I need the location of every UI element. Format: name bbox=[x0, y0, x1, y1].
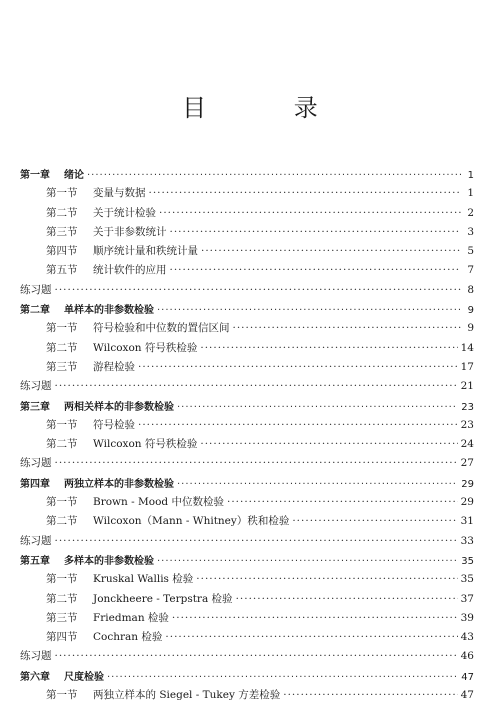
toc-entry-title: 练习题 bbox=[20, 283, 52, 296]
toc-exercise-entry[interactable] bbox=[20, 378, 474, 397]
dot-leader bbox=[283, 689, 457, 701]
toc-section-entry[interactable] bbox=[20, 629, 474, 648]
toc-entry-title: 尺度检验 bbox=[64, 671, 104, 683]
toc-page-number: 14 bbox=[460, 341, 474, 354]
toc-chapter-entry[interactable] bbox=[20, 398, 474, 417]
toc-entry-title: Wilcoxon（Mann - Whitney）秩和检验 bbox=[93, 515, 290, 528]
page-title: 目 录 bbox=[182, 94, 358, 122]
toc-section-entry[interactable] bbox=[20, 513, 474, 532]
toc-exercise-entry[interactable] bbox=[20, 648, 474, 667]
toc-section-entry[interactable] bbox=[20, 571, 474, 590]
toc-chapter-entry[interactable] bbox=[20, 668, 474, 687]
dot-leader bbox=[233, 322, 462, 334]
dot-leader bbox=[157, 305, 461, 316]
toc-chapter-entry[interactable] bbox=[20, 552, 474, 571]
toc-entry-number: 第六章 bbox=[20, 671, 50, 683]
toc-entry-number: 第三节 bbox=[46, 225, 78, 238]
toc-entry-title: 符号检验 bbox=[93, 418, 135, 431]
toc-page-number: 47 bbox=[461, 671, 474, 683]
toc-section-entry[interactable] bbox=[20, 591, 474, 610]
table-of-contents bbox=[20, 166, 474, 706]
toc-page-number: 31 bbox=[460, 515, 474, 528]
toc-entry-title: 两独立样本的 Siegel - Tukey 方差检验 bbox=[93, 689, 281, 702]
toc-page-number: 7 bbox=[467, 264, 474, 277]
toc-entry-number: 第五章 bbox=[20, 555, 50, 567]
toc-section-entry[interactable] bbox=[20, 610, 474, 629]
dot-leader bbox=[196, 573, 457, 585]
toc-page-number: 43 bbox=[460, 631, 474, 644]
toc-entry-title: 绪论 bbox=[64, 170, 84, 181]
toc-entry-title: 游程检验 bbox=[93, 360, 135, 373]
toc-entry-title: 练习题 bbox=[20, 650, 52, 663]
dot-leader bbox=[165, 631, 457, 643]
dot-leader bbox=[149, 187, 462, 199]
dot-leader bbox=[227, 496, 458, 508]
dot-leader bbox=[236, 593, 458, 605]
dot-leader bbox=[170, 264, 462, 276]
dot-leader bbox=[87, 170, 461, 181]
toc-section-entry[interactable] bbox=[20, 417, 474, 436]
toc-entry-title: 变量与数据 bbox=[93, 187, 146, 200]
toc-entry-number: 第二节 bbox=[46, 438, 78, 451]
toc-entry-number: 第一节 bbox=[46, 187, 78, 200]
toc-section-entry[interactable] bbox=[20, 494, 474, 513]
toc-entry-number: 第四章 bbox=[20, 478, 50, 490]
toc-page-number: 9 bbox=[467, 322, 474, 335]
toc-page-number: 29 bbox=[461, 478, 474, 490]
toc-entry-title: 练习题 bbox=[20, 380, 52, 393]
toc-entry-title: 练习题 bbox=[20, 457, 52, 470]
toc-entry-number: 第二节 bbox=[46, 206, 78, 219]
toc-entry-number: 第一节 bbox=[46, 573, 78, 586]
dot-leader bbox=[201, 245, 461, 257]
toc-page-number: 21 bbox=[460, 380, 474, 393]
toc-section-entry[interactable] bbox=[20, 185, 474, 204]
toc-entry-title: 关于非参数统计 bbox=[93, 225, 167, 238]
toc-page-number: 23 bbox=[461, 401, 474, 413]
toc-page-number: 35 bbox=[461, 555, 474, 567]
toc-page-number: 5 bbox=[467, 245, 474, 258]
toc-entry-title: 单样本的非参数检验 bbox=[64, 305, 154, 317]
toc-entry-title: 符号检验和中位数的置信区间 bbox=[93, 322, 230, 335]
toc-page-number: 3 bbox=[467, 225, 474, 238]
toc-chapter-entry[interactable] bbox=[20, 475, 474, 494]
dot-leader bbox=[55, 535, 458, 547]
toc-page-number: 9 bbox=[467, 305, 474, 317]
dot-leader bbox=[138, 361, 458, 373]
toc-entry-title: 顺序统计量和秩统计量 bbox=[93, 245, 198, 258]
toc-entry-number: 第二节 bbox=[46, 341, 78, 354]
dot-leader bbox=[200, 342, 457, 354]
toc-exercise-entry[interactable] bbox=[20, 282, 474, 301]
dot-leader bbox=[55, 457, 458, 469]
toc-page-number: 23 bbox=[460, 418, 474, 431]
toc-exercise-entry[interactable] bbox=[20, 455, 474, 474]
dot-leader bbox=[200, 438, 457, 450]
toc-entry-number: 第四节 bbox=[46, 245, 78, 258]
toc-entry-title: 两独立样本的非参数检验 bbox=[64, 478, 174, 490]
toc-section-entry[interactable] bbox=[20, 205, 474, 224]
toc-entry-number: 第三节 bbox=[46, 611, 78, 624]
dot-leader bbox=[157, 556, 458, 567]
toc-entry-number: 第三章 bbox=[20, 401, 50, 413]
toc-page-number: 47 bbox=[460, 689, 474, 702]
toc-section-entry[interactable] bbox=[20, 687, 474, 706]
toc-chapter-entry[interactable] bbox=[20, 166, 474, 185]
toc-entry-title: Kruskal Wallis 检验 bbox=[93, 573, 194, 586]
toc-entry-title: 多样本的非参数检验 bbox=[64, 555, 154, 567]
toc-chapter-entry[interactable] bbox=[20, 301, 474, 320]
toc-page-number: 39 bbox=[460, 611, 474, 624]
dot-leader bbox=[138, 419, 458, 431]
toc-entry-title: Jonckheere - Terpstra 检验 bbox=[93, 592, 233, 605]
toc-entry-title: 关于统计检验 bbox=[93, 206, 156, 219]
toc-page-number: 29 bbox=[460, 496, 474, 509]
toc-page-number: 27 bbox=[460, 457, 474, 470]
dot-leader bbox=[55, 380, 458, 392]
dot-leader bbox=[107, 672, 458, 683]
toc-page-number: 37 bbox=[460, 592, 474, 605]
toc-exercise-entry[interactable] bbox=[20, 533, 474, 552]
toc-section-entry[interactable] bbox=[20, 262, 474, 281]
toc-section-entry[interactable] bbox=[20, 340, 474, 359]
toc-entry-number: 第二节 bbox=[46, 515, 78, 528]
toc-entry-title: 统计软件的应用 bbox=[93, 264, 167, 277]
toc-entry-number: 第五节 bbox=[46, 264, 78, 277]
toc-page-number: 17 bbox=[460, 360, 474, 373]
toc-section-entry[interactable] bbox=[20, 243, 474, 262]
toc-entry-title: Wilcoxon 符号秩检验 bbox=[93, 438, 198, 451]
dot-leader bbox=[55, 284, 462, 296]
toc-entry-number: 第一节 bbox=[46, 418, 78, 431]
toc-entry-number: 第二节 bbox=[46, 592, 78, 605]
dot-leader bbox=[292, 515, 457, 527]
toc-page-number: 8 bbox=[467, 283, 474, 296]
dot-leader bbox=[159, 207, 461, 219]
toc-entry-number: 第二章 bbox=[20, 305, 50, 317]
toc-entry-title: Wilcoxon 符号秩检验 bbox=[93, 341, 198, 354]
toc-entry-number: 第一节 bbox=[46, 496, 78, 509]
dot-leader bbox=[170, 226, 462, 238]
dot-leader bbox=[55, 650, 458, 662]
toc-page-number: 46 bbox=[460, 650, 474, 663]
toc-entry-title: Friedman 检验 bbox=[93, 611, 169, 624]
toc-section-entry[interactable] bbox=[20, 359, 474, 378]
toc-entry-number: 第三节 bbox=[46, 360, 78, 373]
toc-section-entry[interactable] bbox=[20, 320, 474, 339]
toc-page-number: 33 bbox=[460, 534, 474, 547]
toc-entry-title: Brown - Mood 中位数检验 bbox=[93, 496, 224, 509]
toc-entry-title: Cochran 检验 bbox=[93, 631, 163, 644]
toc-entry-title: 练习题 bbox=[20, 534, 52, 547]
toc-page-number: 1 bbox=[467, 170, 474, 181]
toc-section-entry[interactable] bbox=[20, 224, 474, 243]
toc-section-entry[interactable] bbox=[20, 436, 474, 455]
toc-entry-number: 第一节 bbox=[46, 322, 78, 335]
dot-leader bbox=[177, 479, 458, 490]
dot-leader bbox=[172, 612, 458, 624]
toc-page-number: 35 bbox=[460, 573, 474, 586]
dot-leader bbox=[177, 402, 458, 413]
toc-page-number: 2 bbox=[467, 206, 474, 219]
toc-page-number: 1 bbox=[467, 187, 474, 200]
toc-entry-title: 两相关样本的非参数检验 bbox=[64, 401, 174, 413]
toc-entry-number: 第一章 bbox=[20, 170, 50, 181]
toc-entry-number: 第一节 bbox=[46, 689, 78, 702]
toc-page-number: 24 bbox=[460, 438, 474, 451]
toc-entry-number: 第四节 bbox=[46, 631, 78, 644]
